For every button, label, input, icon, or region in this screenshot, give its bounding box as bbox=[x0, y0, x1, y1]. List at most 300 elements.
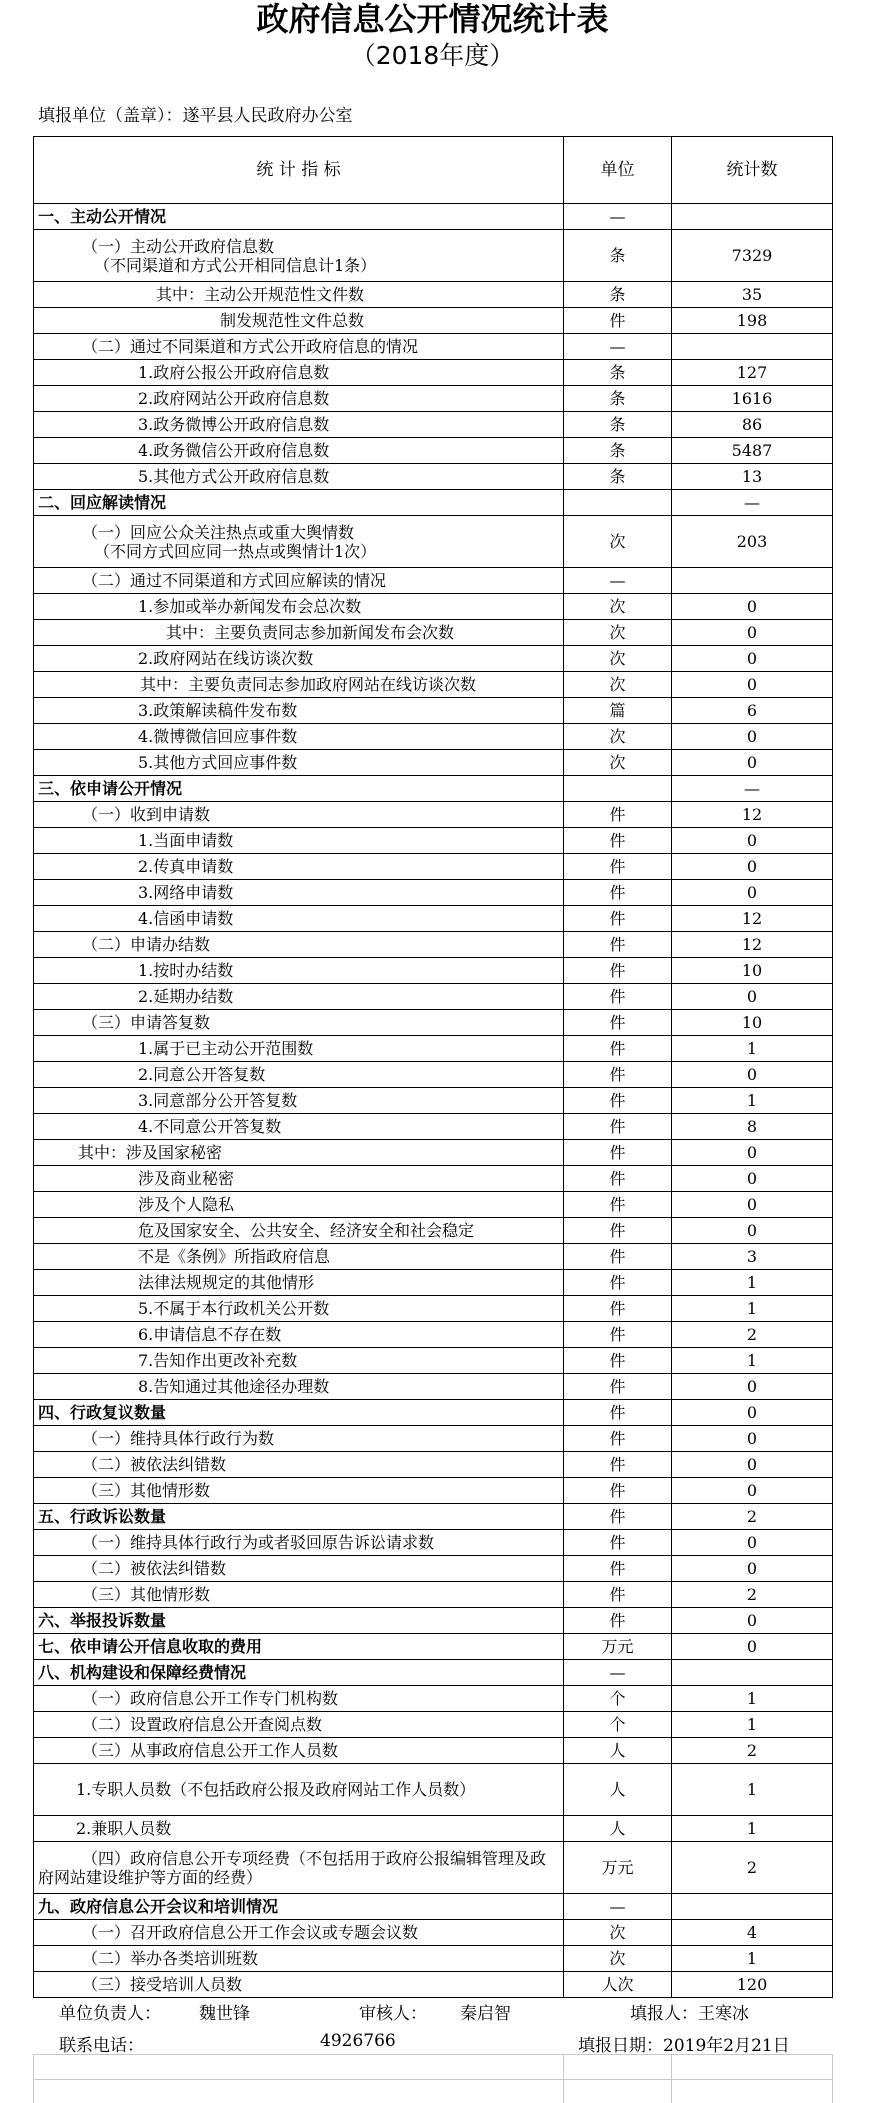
table-row bbox=[34, 1218, 833, 1244]
table-row bbox=[34, 334, 833, 360]
indicator-cell bbox=[34, 334, 564, 360]
unit-cell: 条 bbox=[564, 360, 672, 386]
unit-cell: 件 bbox=[564, 1062, 672, 1088]
indicator-label: （三）其他情形数 bbox=[82, 1481, 211, 1500]
indicator-cell bbox=[34, 1036, 564, 1062]
table-row bbox=[34, 230, 833, 282]
unit-cell: 次 bbox=[564, 1946, 672, 1972]
indicator-cell bbox=[34, 282, 564, 308]
indicator-cell bbox=[34, 880, 564, 906]
indicator-label: （一）维持具体行政行为数 bbox=[82, 1429, 275, 1448]
count-cell: 7329 bbox=[672, 230, 833, 282]
filer: 填报人：王寒冰 bbox=[630, 2004, 749, 2024]
indicator-label: 涉及个人隐私 bbox=[138, 1195, 235, 1214]
indicator-label: 8.告知通过其他途径办理数 bbox=[138, 1377, 330, 1396]
count-cell: 0 bbox=[672, 1478, 833, 1504]
count-cell: 0 bbox=[672, 880, 833, 906]
count-cell: 2 bbox=[672, 1582, 833, 1608]
count-cell: 8 bbox=[672, 1114, 833, 1140]
count-cell: 1 bbox=[672, 1816, 833, 1842]
count-cell: 127 bbox=[672, 360, 833, 386]
unit-cell: 件 bbox=[564, 1218, 672, 1244]
indicator-label: 四、行政复议数量 bbox=[38, 1403, 167, 1422]
count-cell: 1 bbox=[672, 1088, 833, 1114]
indicator-cell bbox=[34, 1712, 564, 1738]
indicator-cell bbox=[34, 646, 564, 672]
unit-cell bbox=[564, 776, 672, 802]
count-cell bbox=[672, 204, 833, 230]
indicator-label: 其中：涉及国家秘密 bbox=[78, 1143, 223, 1162]
indicator-label: （一）维持具体行政行为或者驳回原告诉讼请求数 bbox=[82, 1533, 435, 1552]
unit-cell: 件 bbox=[564, 1270, 672, 1296]
table-header-row bbox=[34, 137, 833, 204]
count-cell: 0 bbox=[672, 1062, 833, 1088]
indicator-label: 6.申请信息不存在数 bbox=[138, 1325, 282, 1344]
sheet-gridline bbox=[33, 2054, 832, 2055]
header-indicator: 统 计 指 标 bbox=[34, 137, 564, 204]
indicator-cell bbox=[34, 386, 564, 412]
table-row bbox=[34, 750, 833, 776]
unit-cell: 件 bbox=[564, 1556, 672, 1582]
table-row bbox=[34, 1738, 833, 1764]
indicator-cell bbox=[34, 464, 564, 490]
unit-cell: 条 bbox=[564, 438, 672, 464]
count-cell: 2 bbox=[672, 1738, 833, 1764]
table-row bbox=[34, 1972, 833, 1998]
indicator-label: 一、主动公开情况 bbox=[38, 207, 167, 226]
unit-cell: 件 bbox=[564, 958, 672, 984]
count-cell: 0 bbox=[672, 1140, 833, 1166]
indicator-label: 1.属于已主动公开范围数 bbox=[138, 1039, 314, 1058]
indicator-label: （一）政府信息公开工作专门机构数 bbox=[82, 1689, 339, 1708]
unit-cell: 次 bbox=[564, 724, 672, 750]
table-row bbox=[34, 1504, 833, 1530]
count-cell: 1 bbox=[672, 1764, 833, 1816]
indicator-label: 4.不同意公开答复数 bbox=[138, 1117, 282, 1136]
table-row bbox=[34, 1894, 833, 1920]
indicator-cell bbox=[34, 568, 564, 594]
count-cell: 10 bbox=[672, 1010, 833, 1036]
count-cell: 1 bbox=[672, 1686, 833, 1712]
indicator-label: 4.政务微信公开政府信息数 bbox=[138, 441, 330, 460]
indicator-cell bbox=[34, 1192, 564, 1218]
indicator-label: 其中：主要负责同志参加政府网站在线访谈次数 bbox=[140, 675, 477, 694]
count-cell: 1 bbox=[672, 1296, 833, 1322]
unit-cell: 篇 bbox=[564, 698, 672, 724]
unit-cell: 件 bbox=[564, 1504, 672, 1530]
indicator-label: 5.不属于本行政机关公开数 bbox=[138, 1299, 330, 1318]
count-cell: — bbox=[672, 776, 833, 802]
count-cell: 0 bbox=[672, 1634, 833, 1660]
indicator-cell bbox=[34, 1166, 564, 1192]
indicator-cell bbox=[34, 854, 564, 880]
indicator-label: 1.政府公报公开政府信息数 bbox=[138, 363, 330, 382]
indicator-cell bbox=[34, 1946, 564, 1972]
unit-cell: 人 bbox=[564, 1738, 672, 1764]
unit-cell: 个 bbox=[564, 1686, 672, 1712]
count-cell: 3 bbox=[672, 1244, 833, 1270]
count-cell: 1 bbox=[672, 1712, 833, 1738]
unit-cell: 人 bbox=[564, 1816, 672, 1842]
leader-label: 单位负责人： bbox=[59, 2004, 161, 2024]
table-row bbox=[34, 1192, 833, 1218]
unit-cell: 件 bbox=[564, 984, 672, 1010]
count-cell: 0 bbox=[672, 750, 833, 776]
indicator-label: 其中：主动公开规范性文件数 bbox=[156, 285, 365, 304]
table-row bbox=[34, 594, 833, 620]
indicator-label: （一）回应公众关注热点或重大舆情数 bbox=[82, 522, 355, 542]
header-unit: 单位 bbox=[564, 137, 672, 204]
count-cell: 35 bbox=[672, 282, 833, 308]
count-cell: 2 bbox=[672, 1504, 833, 1530]
indicator-label: 3.同意部分公开答复数 bbox=[138, 1091, 298, 1110]
indicator-cell bbox=[34, 1608, 564, 1634]
indicator-cell bbox=[34, 412, 564, 438]
unit-cell: — bbox=[564, 1894, 672, 1920]
unit-cell: 次 bbox=[564, 516, 672, 568]
indicator-label: （一）收到申请数 bbox=[82, 805, 211, 824]
table-row bbox=[34, 1036, 833, 1062]
unit-cell: — bbox=[564, 1660, 672, 1686]
count-cell: 4 bbox=[672, 1920, 833, 1946]
indicator-cell bbox=[34, 230, 564, 282]
unit-cell: 件 bbox=[564, 880, 672, 906]
table-row bbox=[34, 828, 833, 854]
indicator-label: 1.当面申请数 bbox=[138, 831, 234, 850]
filing-date: 填报日期：2019年2月21日 bbox=[578, 2036, 790, 2056]
indicator-cell bbox=[34, 698, 564, 724]
indicator-cell bbox=[34, 932, 564, 958]
phone-label: 联系电话： bbox=[59, 2036, 144, 2056]
table-row bbox=[34, 776, 833, 802]
indicator-label: 5.其他方式公开政府信息数 bbox=[138, 467, 330, 486]
indicator-label: 2.政府网站公开政府信息数 bbox=[138, 389, 330, 408]
table-row bbox=[34, 282, 833, 308]
unit-cell: 条 bbox=[564, 282, 672, 308]
indicator-label: 危及国家安全、公共安全、经济安全和社会稳定 bbox=[138, 1221, 475, 1240]
table-row bbox=[34, 1660, 833, 1686]
unit-cell: 件 bbox=[564, 1582, 672, 1608]
indicator-cell bbox=[34, 1556, 564, 1582]
reviewer-label: 审核人： bbox=[359, 2004, 427, 2024]
count-cell: 0 bbox=[672, 594, 833, 620]
indicator-cell bbox=[34, 1634, 564, 1660]
unit-cell bbox=[564, 490, 672, 516]
indicator-label: 2.政府网站在线访谈次数 bbox=[138, 649, 314, 668]
unit-cell: 件 bbox=[564, 1452, 672, 1478]
count-cell: 12 bbox=[672, 802, 833, 828]
indicator-cell bbox=[34, 672, 564, 698]
sheet-gridline bbox=[671, 2054, 672, 2103]
table-row bbox=[34, 1764, 833, 1816]
indicator-label: 1.参加或举办新闻发布会总次数 bbox=[138, 597, 362, 616]
indicator-cell bbox=[34, 724, 564, 750]
indicator-label: 1.专职人员数（不包括政府公报及政府网站工作人员数） bbox=[76, 1780, 476, 1799]
count-cell: 5487 bbox=[672, 438, 833, 464]
indicator-cell bbox=[34, 1816, 564, 1842]
count-cell: 0 bbox=[672, 724, 833, 750]
table-row bbox=[34, 1322, 833, 1348]
indicator-cell bbox=[34, 776, 564, 802]
indicator-cell bbox=[34, 1452, 564, 1478]
table-row bbox=[34, 1842, 833, 1894]
indicator-cell bbox=[34, 516, 564, 568]
indicator-label: 2.延期办结数 bbox=[138, 987, 234, 1006]
count-cell: 0 bbox=[672, 1166, 833, 1192]
indicator-cell bbox=[34, 1972, 564, 1998]
indicator-label: 法律法规规定的其他情形 bbox=[138, 1273, 315, 1292]
table-row bbox=[34, 360, 833, 386]
unit-cell: 件 bbox=[564, 1140, 672, 1166]
indicator-cell bbox=[34, 360, 564, 386]
count-cell: 0 bbox=[672, 620, 833, 646]
indicator-cell bbox=[34, 1244, 564, 1270]
indicator-cell bbox=[34, 1478, 564, 1504]
count-cell: 120 bbox=[672, 1972, 833, 1998]
unit-cell: — bbox=[564, 568, 672, 594]
indicator-label: 其中：主要负责同志参加新闻发布会次数 bbox=[166, 623, 455, 642]
unit-cell: 件 bbox=[564, 1400, 672, 1426]
count-cell: — bbox=[672, 490, 833, 516]
unit-cell: 件 bbox=[564, 854, 672, 880]
indicator-label-note: （不同方式回应同一热点或舆情计1次） bbox=[94, 541, 377, 561]
count-cell bbox=[672, 568, 833, 594]
table-row bbox=[34, 620, 833, 646]
table-row bbox=[34, 1010, 833, 1036]
indicator-cell bbox=[34, 1010, 564, 1036]
table-row bbox=[34, 1816, 833, 1842]
report-sheet bbox=[33, 0, 832, 2056]
unit-cell: 件 bbox=[564, 1426, 672, 1452]
indicator-label-note: （不同渠道和方式公开相同信息计1条） bbox=[94, 255, 377, 275]
table-row bbox=[34, 1582, 833, 1608]
table-row bbox=[34, 698, 833, 724]
table-row bbox=[34, 802, 833, 828]
unit-cell: — bbox=[564, 204, 672, 230]
indicator-cell bbox=[34, 958, 564, 984]
header-count: 统计数 bbox=[672, 137, 833, 204]
table-row bbox=[34, 1088, 833, 1114]
unit-cell: 件 bbox=[564, 906, 672, 932]
indicator-cell bbox=[34, 620, 564, 646]
table-row bbox=[34, 880, 833, 906]
unit-cell: 次 bbox=[564, 1920, 672, 1946]
indicator-cell bbox=[34, 1114, 564, 1140]
unit-cell: 件 bbox=[564, 1166, 672, 1192]
indicator-cell bbox=[34, 1296, 564, 1322]
indicator-label: 2.传真申请数 bbox=[138, 857, 234, 876]
count-cell: 0 bbox=[672, 1374, 833, 1400]
table-row bbox=[34, 906, 833, 932]
table-row bbox=[34, 308, 833, 334]
indicator-cell bbox=[34, 1894, 564, 1920]
table-row bbox=[34, 1946, 833, 1972]
count-cell: 0 bbox=[672, 854, 833, 880]
table-row bbox=[34, 1400, 833, 1426]
unit-cell: 条 bbox=[564, 386, 672, 412]
leader-name: 魏世锋 bbox=[199, 2004, 250, 2024]
indicator-cell bbox=[34, 1322, 564, 1348]
count-cell: 0 bbox=[672, 646, 833, 672]
count-cell: 198 bbox=[672, 308, 833, 334]
indicator-label: （三）从事政府信息公开工作人员数 bbox=[82, 1741, 339, 1760]
indicator-label: 八、机构建设和保障经费情况 bbox=[38, 1663, 247, 1682]
indicator-label: （二）通过不同渠道和方式公开政府信息的情况 bbox=[82, 337, 419, 356]
table-row bbox=[34, 204, 833, 230]
indicator-cell bbox=[34, 1374, 564, 1400]
indicator-label: （三）其他情形数 bbox=[82, 1585, 211, 1604]
indicator-cell bbox=[34, 906, 564, 932]
indicator-cell bbox=[34, 308, 564, 334]
statistics-table bbox=[33, 136, 833, 1998]
indicator-label: 3.政务微博公开政府信息数 bbox=[138, 415, 330, 434]
count-cell: 0 bbox=[672, 1530, 833, 1556]
indicator-label: （二）通过不同渠道和方式回应解读的情况 bbox=[82, 571, 387, 590]
table-row bbox=[34, 1244, 833, 1270]
table-row bbox=[34, 1712, 833, 1738]
unit-cell: 件 bbox=[564, 1088, 672, 1114]
count-cell: 1 bbox=[672, 1348, 833, 1374]
table-row bbox=[34, 1634, 833, 1660]
count-cell: 0 bbox=[672, 1400, 833, 1426]
count-cell: 6 bbox=[672, 698, 833, 724]
unit-cell: 条 bbox=[564, 412, 672, 438]
table-row bbox=[34, 1478, 833, 1504]
sheet-gridline bbox=[832, 2054, 833, 2103]
count-cell: 13 bbox=[672, 464, 833, 490]
count-cell bbox=[672, 1894, 833, 1920]
table-row bbox=[34, 1920, 833, 1946]
table-row bbox=[34, 1530, 833, 1556]
count-cell: 1616 bbox=[672, 386, 833, 412]
unit-cell: 件 bbox=[564, 1478, 672, 1504]
indicator-label: 1.按时办结数 bbox=[138, 961, 234, 980]
indicator-cell bbox=[34, 1270, 564, 1296]
table-row bbox=[34, 438, 833, 464]
count-cell: 86 bbox=[672, 412, 833, 438]
indicator-cell bbox=[34, 1400, 564, 1426]
indicator-cell bbox=[34, 594, 564, 620]
indicator-label: 七、依申请公开信息收取的费用 bbox=[38, 1637, 263, 1656]
table-row bbox=[34, 1166, 833, 1192]
indicator-cell bbox=[34, 204, 564, 230]
unit-cell: 件 bbox=[564, 1322, 672, 1348]
table-row bbox=[34, 1556, 833, 1582]
sheet-gridline bbox=[33, 2079, 832, 2080]
unit-cell: 件 bbox=[564, 1374, 672, 1400]
table-row bbox=[34, 1296, 833, 1322]
count-cell: 0 bbox=[672, 828, 833, 854]
indicator-label: 涉及商业秘密 bbox=[138, 1169, 235, 1188]
indicator-cell bbox=[34, 1842, 564, 1894]
unit-cell: 个 bbox=[564, 1712, 672, 1738]
unit-cell: 条 bbox=[564, 230, 672, 282]
unit-cell: 件 bbox=[564, 802, 672, 828]
indicator-label: 二、回应解读情况 bbox=[38, 493, 167, 512]
page-subtitle: （2018年度） bbox=[350, 41, 515, 70]
indicator-cell bbox=[34, 1062, 564, 1088]
indicator-label: 六、举报投诉数量 bbox=[38, 1611, 167, 1630]
table-row bbox=[34, 516, 833, 568]
indicator-cell bbox=[34, 1530, 564, 1556]
unit-cell: 件 bbox=[564, 1608, 672, 1634]
indicator-cell bbox=[34, 1348, 564, 1374]
table-row bbox=[34, 1140, 833, 1166]
unit-cell: 件 bbox=[564, 1530, 672, 1556]
unit-cell: 人次 bbox=[564, 1972, 672, 1998]
unit-cell: 件 bbox=[564, 1036, 672, 1062]
unit-cell: 件 bbox=[564, 1244, 672, 1270]
count-cell: 0 bbox=[672, 1192, 833, 1218]
indicator-label: 三、依申请公开情况 bbox=[38, 779, 183, 798]
reviewer-name: 秦启智 bbox=[460, 2004, 511, 2024]
indicator-label: 制发规范性文件总数 bbox=[220, 311, 365, 330]
indicator-label: 五、行政诉讼数量 bbox=[38, 1507, 167, 1526]
indicator-cell bbox=[34, 1218, 564, 1244]
table-row bbox=[34, 724, 833, 750]
table-row bbox=[34, 854, 833, 880]
indicator-label: （二）设置政府信息公开查阅点数 bbox=[82, 1715, 323, 1734]
table-row bbox=[34, 1686, 833, 1712]
indicator-cell bbox=[34, 1088, 564, 1114]
indicator-cell bbox=[34, 1504, 564, 1530]
count-cell: 12 bbox=[672, 906, 833, 932]
indicator-label: 5.其他方式回应事件数 bbox=[138, 753, 298, 772]
table-row bbox=[34, 412, 833, 438]
indicator-label: （三）申请答复数 bbox=[82, 1013, 211, 1032]
unit-cell: 次 bbox=[564, 594, 672, 620]
indicator-cell bbox=[34, 1582, 564, 1608]
table-row bbox=[34, 1270, 833, 1296]
table-row bbox=[34, 1426, 833, 1452]
indicator-label: 7.告知作出更改补充数 bbox=[138, 1351, 298, 1370]
count-cell: 0 bbox=[672, 1218, 833, 1244]
indicator-cell bbox=[34, 984, 564, 1010]
indicator-label: 4.微博微信回应事件数 bbox=[138, 727, 298, 746]
count-cell: 2 bbox=[672, 1322, 833, 1348]
table-row bbox=[34, 672, 833, 698]
count-cell: 0 bbox=[672, 1452, 833, 1478]
count-cell: 2 bbox=[672, 1842, 833, 1894]
table-row bbox=[34, 490, 833, 516]
table-row bbox=[34, 1114, 833, 1140]
table-row bbox=[34, 1348, 833, 1374]
indicator-cell bbox=[34, 1764, 564, 1816]
unit-cell: 万元 bbox=[564, 1634, 672, 1660]
indicator-cell bbox=[34, 1660, 564, 1686]
count-cell: 0 bbox=[672, 1608, 833, 1634]
unit-cell: 次 bbox=[564, 646, 672, 672]
unit-cell: 件 bbox=[564, 1348, 672, 1374]
count-cell: 12 bbox=[672, 932, 833, 958]
indicator-cell bbox=[34, 750, 564, 776]
table-row bbox=[34, 646, 833, 672]
indicator-label: （四）政府信息公开专项经费（不包括用于政府公报编辑管理及政府网站建设维护等方面的经费） bbox=[38, 1848, 547, 1887]
unit-cell: 条 bbox=[564, 464, 672, 490]
table-row bbox=[34, 464, 833, 490]
table-row bbox=[34, 984, 833, 1010]
indicator-label: 不是《条例》所指政府信息 bbox=[138, 1247, 331, 1266]
indicator-label: 2.兼职人员数 bbox=[76, 1819, 172, 1838]
indicator-label: （二）被依法纠错数 bbox=[82, 1455, 227, 1474]
table-row bbox=[34, 1374, 833, 1400]
unit-cell: 件 bbox=[564, 1010, 672, 1036]
indicator-cell bbox=[34, 1686, 564, 1712]
unit-cell: 件 bbox=[564, 308, 672, 334]
unit-cell: 件 bbox=[564, 1114, 672, 1140]
indicator-cell bbox=[34, 828, 564, 854]
indicator-label: 3.网络申请数 bbox=[138, 883, 234, 902]
